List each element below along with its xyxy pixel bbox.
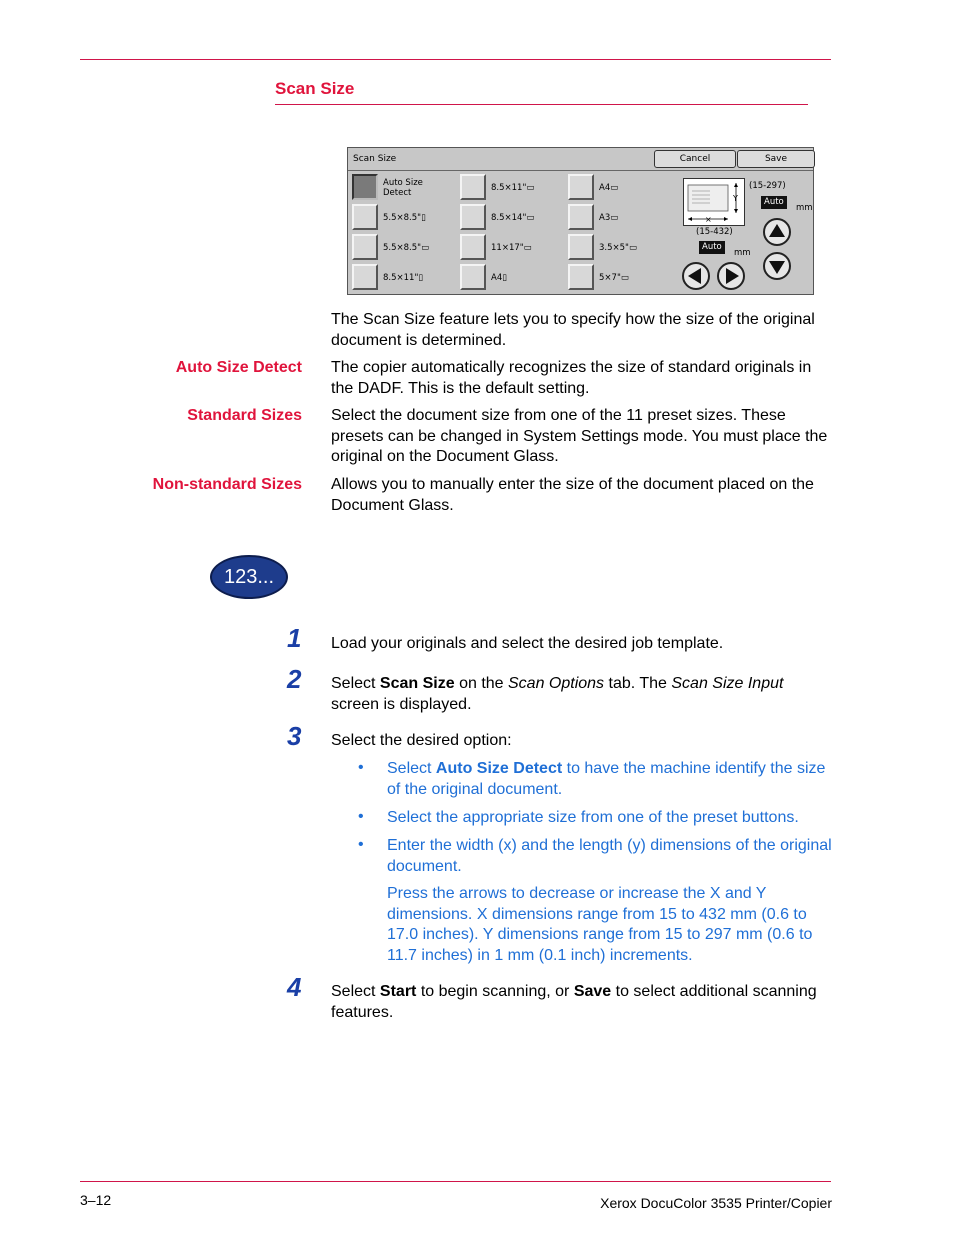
step-4-save: Save bbox=[573, 983, 612, 1000]
section-rule bbox=[275, 104, 808, 105]
bullet-3-note: Press the arrows to decrease or increase the X and Y dimensions. X dimensions range from 15 to 432 mm (0.6 to 17.0 inches). Y dimensions range from 15 to 297 mm (0.6 to 11.7 inches) in 1 mm (0.1 inch) increments. bbox=[387, 885, 813, 964]
cancel-button[interactable]: Cancel bbox=[654, 150, 736, 168]
step-4-number: 4 bbox=[287, 972, 302, 1002]
bullet-1-auto-size-detect: Auto Size Detect bbox=[435, 760, 563, 777]
step-2-number: 2 bbox=[287, 664, 302, 694]
step-3-number: 3 bbox=[287, 721, 302, 751]
size-button-a4-portrait[interactable] bbox=[460, 264, 486, 290]
term-non-standard-sizes: Non-standard Sizes bbox=[152, 476, 302, 493]
size-label: A4▭ bbox=[599, 183, 619, 193]
step-4-e: to select additional scanning features. bbox=[331, 983, 817, 1021]
size-button-5.5x8.5-landscape[interactable] bbox=[352, 234, 378, 260]
size-button-8.5x14[interactable] bbox=[460, 204, 486, 230]
size-label: 5×7"▭ bbox=[599, 273, 629, 283]
step-3-text: Select the desired option: bbox=[331, 732, 512, 749]
intro-paragraph: The Scan Size feature lets you to specify how the size of the original document is determined. bbox=[331, 311, 815, 349]
step-2-text bbox=[331, 674, 831, 715]
arrow-right-icon bbox=[719, 264, 743, 288]
step-2-scan-size-input: Scan Size Input bbox=[671, 675, 784, 692]
scan-size-screen bbox=[347, 147, 814, 295]
section-title: Scan Size bbox=[275, 79, 355, 98]
screen-titlebar bbox=[348, 148, 813, 171]
x-range-label: (15-432) bbox=[696, 227, 733, 237]
size-button-5x7[interactable] bbox=[568, 264, 594, 290]
step-4-text bbox=[331, 982, 831, 1023]
step-4-a: Select bbox=[331, 983, 380, 1000]
screen-title: Scan Size bbox=[353, 154, 397, 164]
y-unit-label: mm bbox=[796, 203, 813, 213]
bullet-dot: • bbox=[358, 759, 364, 776]
arrow-down-icon bbox=[765, 254, 789, 278]
arrow-right-button[interactable] bbox=[717, 262, 745, 290]
bullet-1-c: to have the machine identify the size of the original document. bbox=[387, 760, 826, 798]
size-button-a3[interactable] bbox=[568, 204, 594, 230]
document-dimension-diagram bbox=[683, 178, 745, 226]
size-label: 8.5×11"▯ bbox=[383, 273, 424, 283]
dimension-diagram-icon bbox=[684, 179, 744, 225]
size-button-3.5x5[interactable] bbox=[568, 234, 594, 260]
steps-badge-icon: 123... bbox=[210, 555, 288, 599]
definition-non-standard-sizes: Allows you to manually enter the size of the document placed on the Document Glass. bbox=[331, 476, 814, 514]
header-rule bbox=[80, 59, 831, 60]
svg-text:×: × bbox=[705, 215, 712, 224]
size-label: A3▭ bbox=[599, 213, 619, 223]
size-button-8.5x11-portrait[interactable] bbox=[352, 264, 378, 290]
definition-auto-size-detect: The copier automatically recognizes the size of standard originals in the DADF. This is the default setting. bbox=[331, 359, 812, 397]
bullet-dot: • bbox=[358, 836, 364, 853]
svg-text:Y: Y bbox=[733, 194, 738, 203]
step-2-e: tab. The bbox=[604, 675, 672, 692]
x-auto-button[interactable]: Auto bbox=[699, 241, 725, 254]
step-2-g: screen is displayed. bbox=[331, 695, 472, 713]
size-button-5.5x8.5-portrait[interactable] bbox=[352, 204, 378, 230]
auto-size-detect-label: Auto Size Detect bbox=[383, 178, 423, 198]
bullet-2: Select the appropriate size from one of the preset buttons. bbox=[387, 809, 799, 826]
definition-standard-sizes: Select the document size from one of the 11 preset sizes. These presets can be changed in System Settings mode. You must place the original on the Document Glass. bbox=[331, 407, 828, 465]
size-button-8.5x11-landscape[interactable] bbox=[460, 174, 486, 200]
size-button-a4-landscape[interactable] bbox=[568, 174, 594, 200]
step-4-start: Start bbox=[379, 983, 417, 1000]
arrow-left-button[interactable] bbox=[682, 262, 710, 290]
page-number: 3–12 bbox=[80, 1192, 112, 1208]
bullet-3: Enter the width (x) and the length (y) dimensions of the original document. bbox=[387, 837, 832, 875]
bullet-1 bbox=[387, 759, 832, 800]
auto-size-detect-button[interactable] bbox=[352, 174, 378, 200]
step-2-a: Select bbox=[331, 675, 380, 692]
term-standard-sizes: Standard Sizes bbox=[187, 407, 302, 424]
y-range-label: (15-297) bbox=[749, 181, 786, 191]
size-button-11x17[interactable] bbox=[460, 234, 486, 260]
step-1-text: Load your originals and select the desired job template. bbox=[331, 635, 724, 652]
arrow-left-icon bbox=[684, 264, 708, 288]
size-label: 8.5×11"▭ bbox=[491, 183, 535, 193]
size-label: 11×17"▭ bbox=[491, 243, 532, 253]
step-2-c: on the bbox=[454, 675, 508, 692]
step-4-c: to begin scanning, or bbox=[416, 983, 574, 1000]
size-label: 3.5×5"▭ bbox=[599, 243, 637, 253]
term-auto-size-detect: Auto Size Detect bbox=[175, 359, 302, 376]
arrow-up-icon bbox=[765, 220, 789, 244]
bullet-1-a: Select bbox=[387, 760, 436, 777]
bullet-dot: • bbox=[358, 808, 364, 825]
size-label: 5.5×8.5"▭ bbox=[383, 243, 430, 253]
save-button[interactable]: Save bbox=[737, 150, 815, 168]
step-2-scan-size: Scan Size bbox=[379, 675, 455, 692]
product-name: Xerox DocuColor 3535 Printer/Copier bbox=[600, 1195, 832, 1211]
size-label: 5.5×8.5"▯ bbox=[383, 213, 426, 223]
y-auto-button[interactable]: Auto bbox=[761, 196, 787, 209]
step-2-scan-options: Scan Options bbox=[508, 675, 605, 692]
arrow-up-button[interactable] bbox=[763, 218, 791, 246]
size-label: A4▯ bbox=[491, 273, 507, 283]
arrow-down-button[interactable] bbox=[763, 252, 791, 280]
footer-rule bbox=[80, 1181, 831, 1182]
step-1-number: 1 bbox=[287, 623, 302, 653]
size-label: 8.5×14"▭ bbox=[491, 213, 535, 223]
x-unit-label: mm bbox=[734, 248, 751, 258]
